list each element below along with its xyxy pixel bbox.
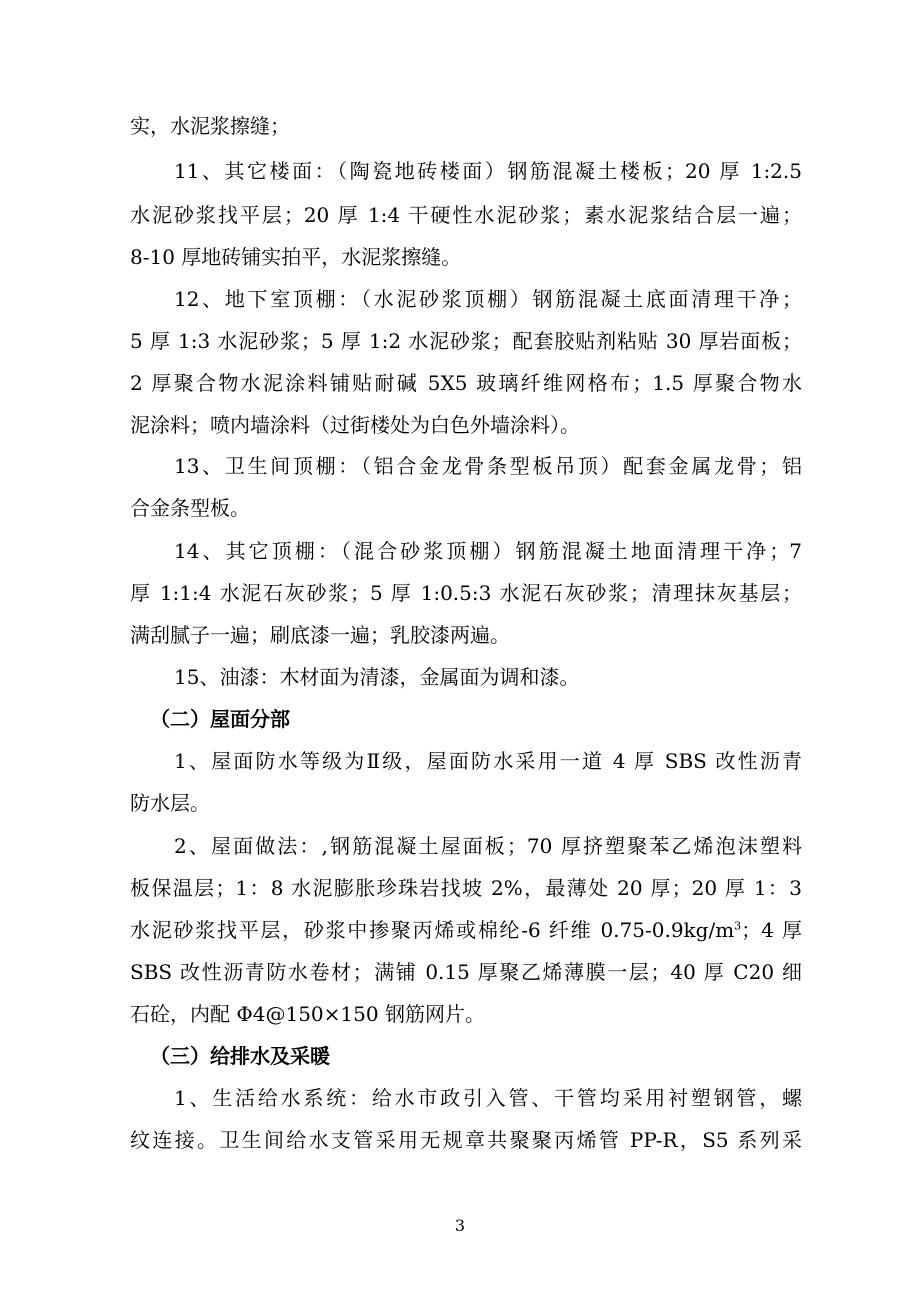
text-line: 防水层。 (130, 791, 210, 815)
text-line: 2 厚聚合物水泥涂料铺贴耐碱 5X5 玻璃纤维网格布；1.5 厚聚合物水 (130, 371, 802, 395)
section-heading: （二）屋面分部 (150, 707, 290, 731)
text-line: 合金条型板。 (130, 496, 250, 520)
text-line: 2、屋面做法：,钢筋混凝土屋面板；70 厚挤塑聚苯乙烯泡沫塑料 (174, 834, 802, 858)
text-line: 泥涂料；喷内墙涂料（过街楼处为白色外墙涂料）。 (130, 413, 580, 437)
text-line: 1、屋面防水等级为Ⅱ级，屋面防水采用一道 4 厚 SBS 改性沥青 (174, 749, 802, 773)
text-line (130, 916, 802, 944)
text-line: 纹连接。卫生间给水支管采用无规章共聚聚丙烯管 PP-R，S5 系列采 (130, 1128, 802, 1152)
text-line: 厚 1:1:4 水泥石灰砂浆；5 厚 1:0.5:3 水泥石灰砂浆；清理抹灰基层； (130, 581, 802, 605)
section-heading: （三）给排水及采暖 (150, 1044, 330, 1068)
text-line: 14、其它顶棚：（混合砂浆顶棚）钢筋混凝土地面清理干净；7 (174, 539, 802, 563)
text-line: 实，水泥浆擦缝； (130, 114, 290, 138)
text-line: 5 厚 1:3 水泥砂浆；5 厚 1:2 水泥砂浆；配套胶贴剂粘贴 30 厚岩面板； (130, 329, 802, 353)
text-line: 13、卫生间顶棚：（铝合金龙骨条型板吊顶）配套金属龙骨；铝 (174, 454, 802, 478)
text-segment: 水泥砂浆找平层，砂浆中掺聚丙烯或棉纶-6 纤维 0.75-0.9kg/m (130, 918, 735, 942)
text-line: 8-10 厚地砖铺实拍平，水泥浆擦缝。 (130, 245, 462, 269)
text-line: 11、其它楼面：（陶瓷地砖楼面）钢筋混凝土楼板；20 厚 1:2.5 (174, 159, 802, 183)
text-line: 石砼，内配 Φ4@150×150 钢筋网片。 (130, 1002, 485, 1026)
text-line: 满刮腻子一遍；刷底漆一遍；乳胶漆两遍。 (130, 623, 510, 647)
page-number: 3 (454, 1216, 466, 1235)
text-line: 1、生活给水系统：给水市政引入管、干管均采用衬塑钢管，螺 (174, 1086, 802, 1110)
text-segment: ；4 厚 (741, 918, 802, 942)
text-line: 12、地下室顶棚：（水泥砂浆顶棚）钢筋混凝土底面清理干净； (174, 287, 802, 311)
text-line: SBS 改性沥青防水卷材；满铺 0.15 厚聚乙烯薄膜一层；40 厚 C20 细 (130, 960, 802, 984)
text-line: 板保温层；1：8 水泥膨胀珍珠岩找坡 2%，最薄处 20 厚；20 厚 1：3 (130, 876, 802, 900)
text-line: 水泥砂浆找平层；20 厚 1:4 干硬性水泥砂浆；素水泥浆结合层一遍； (130, 203, 802, 227)
text-line: 15、油漆：木材面为清漆，金属面为调和漆。 (174, 665, 580, 689)
superscript: 3 (734, 919, 742, 933)
